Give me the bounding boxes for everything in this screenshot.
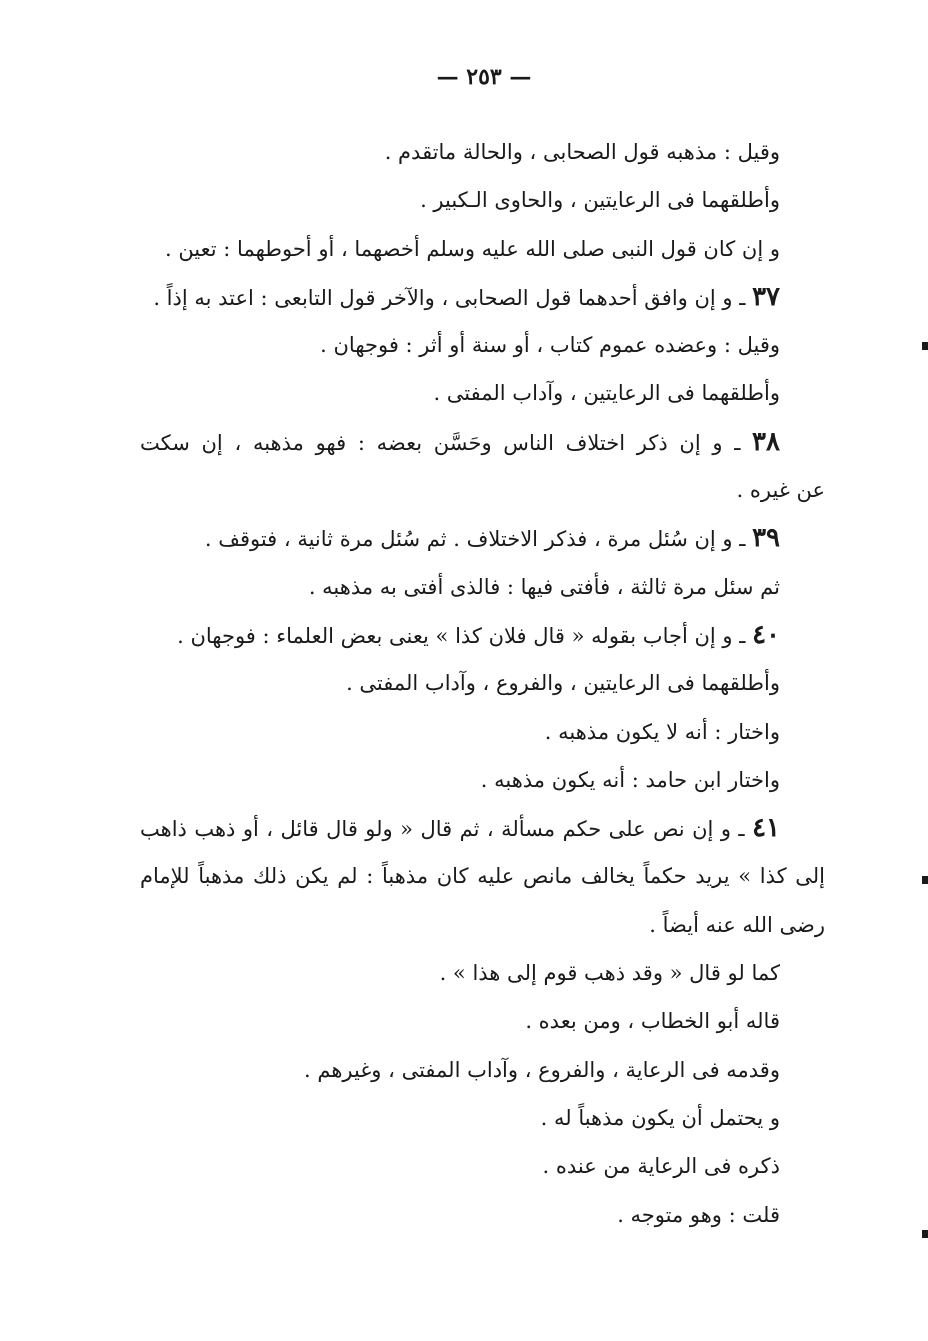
main-text: [140, 128, 825, 1239]
numbered-paragraph-start: ٣٧ ـ و إن وافق أحدهما قول الصحابى ، والآخر قول التابعى : اعتد به إذاً .: [153, 281, 780, 312]
text-line: وأطلقهما فى الرعايتين ، وآداب المفتى .: [433, 381, 780, 406]
text-line: و إن كان قول النبى صلى الله عليه وسلم أخصهما ، أو أحوطهما : تعين .: [164, 236, 780, 261]
numbered-paragraph-start: ٤١ ـ و إن نص على حكم مسألة ، ثم قال « ولو قال قائل ، أو ذهب ذاهب: [140, 813, 780, 844]
text-line: واختار ابن حامد : أنه يكون مذهبه .: [480, 767, 780, 792]
paragraph-number: ٣٧: [752, 281, 780, 312]
numbered-paragraph-start: ٣٨ ـ و إن ذكر اختلاف الناس وحَسَّن بعضه : فهو مذهبه ، إن سكت: [140, 426, 780, 457]
text-line: رضى الله عنه أيضاً .: [649, 912, 825, 937]
text-line: واختار : أنه لا يكون مذهبه .: [544, 719, 780, 744]
scan-edge-mark: [922, 342, 928, 350]
text-line: و يحتمل أن يكون مذهباً له .: [540, 1105, 780, 1130]
text-line: قلت : وهو متوجه .: [617, 1202, 780, 1227]
text-line: وقدمه فى الرعاية ، والفروع ، وآداب المفتى ، وغيرهم .: [304, 1057, 780, 1082]
text-line: قاله أبو الخطاب ، ومن بعده .: [525, 1009, 780, 1034]
page-number: — ٢٥٣ —: [436, 64, 532, 90]
numbered-paragraph-start: ٣٩ ـ و إن سُئل مرة ، فذكر الاختلاف . ثم سُئل مرة ثانية ، فتوقف .: [204, 523, 780, 554]
paragraph-number: ٤١: [752, 813, 780, 844]
text-line: إلى كذا » يريد حكماً يخالف مانص عليه كان مذهباً : لم يكن ذلك مذهباً للإمام: [140, 864, 825, 889]
text-line: وأطلقهما فى الرعايتين ، والحاوى الـكبير .: [420, 188, 780, 213]
text-line: عن غيره .: [736, 478, 825, 503]
text-line: وقيل : وعضده عموم كتاب ، أو سنة أو أثر : فوجهان .: [320, 333, 780, 358]
text-line: كما لو قال « وقد ذهب قوم إلى هذا » .: [439, 961, 780, 986]
text-line: وقيل : مذهبه قول الصحابى ، والحالة ماتقدم .: [384, 140, 780, 164]
text-line: ثم سئل مرة ثالثة ، فأفتى فيها : فالذى أفتى به مذهبه .: [308, 574, 780, 599]
paragraph-number: ٤٠: [752, 619, 780, 650]
paragraph-number: ٣٩: [752, 523, 780, 554]
scan-edge-mark: [922, 1230, 928, 1238]
numbered-paragraph-start: ٤٠ ـ و إن أجاب بقوله « قال فلان كذا » يعنى بعض العلماء : فوجهان .: [177, 619, 780, 650]
scan-edge-mark: [922, 876, 928, 884]
paragraph-number: ٣٨: [752, 426, 780, 457]
text-line: ذكره فى الرعاية من عنده .: [542, 1154, 780, 1179]
text-line: وأطلقهما فى الرعايتين ، والفروع ، وآداب المفتى .: [346, 671, 780, 696]
